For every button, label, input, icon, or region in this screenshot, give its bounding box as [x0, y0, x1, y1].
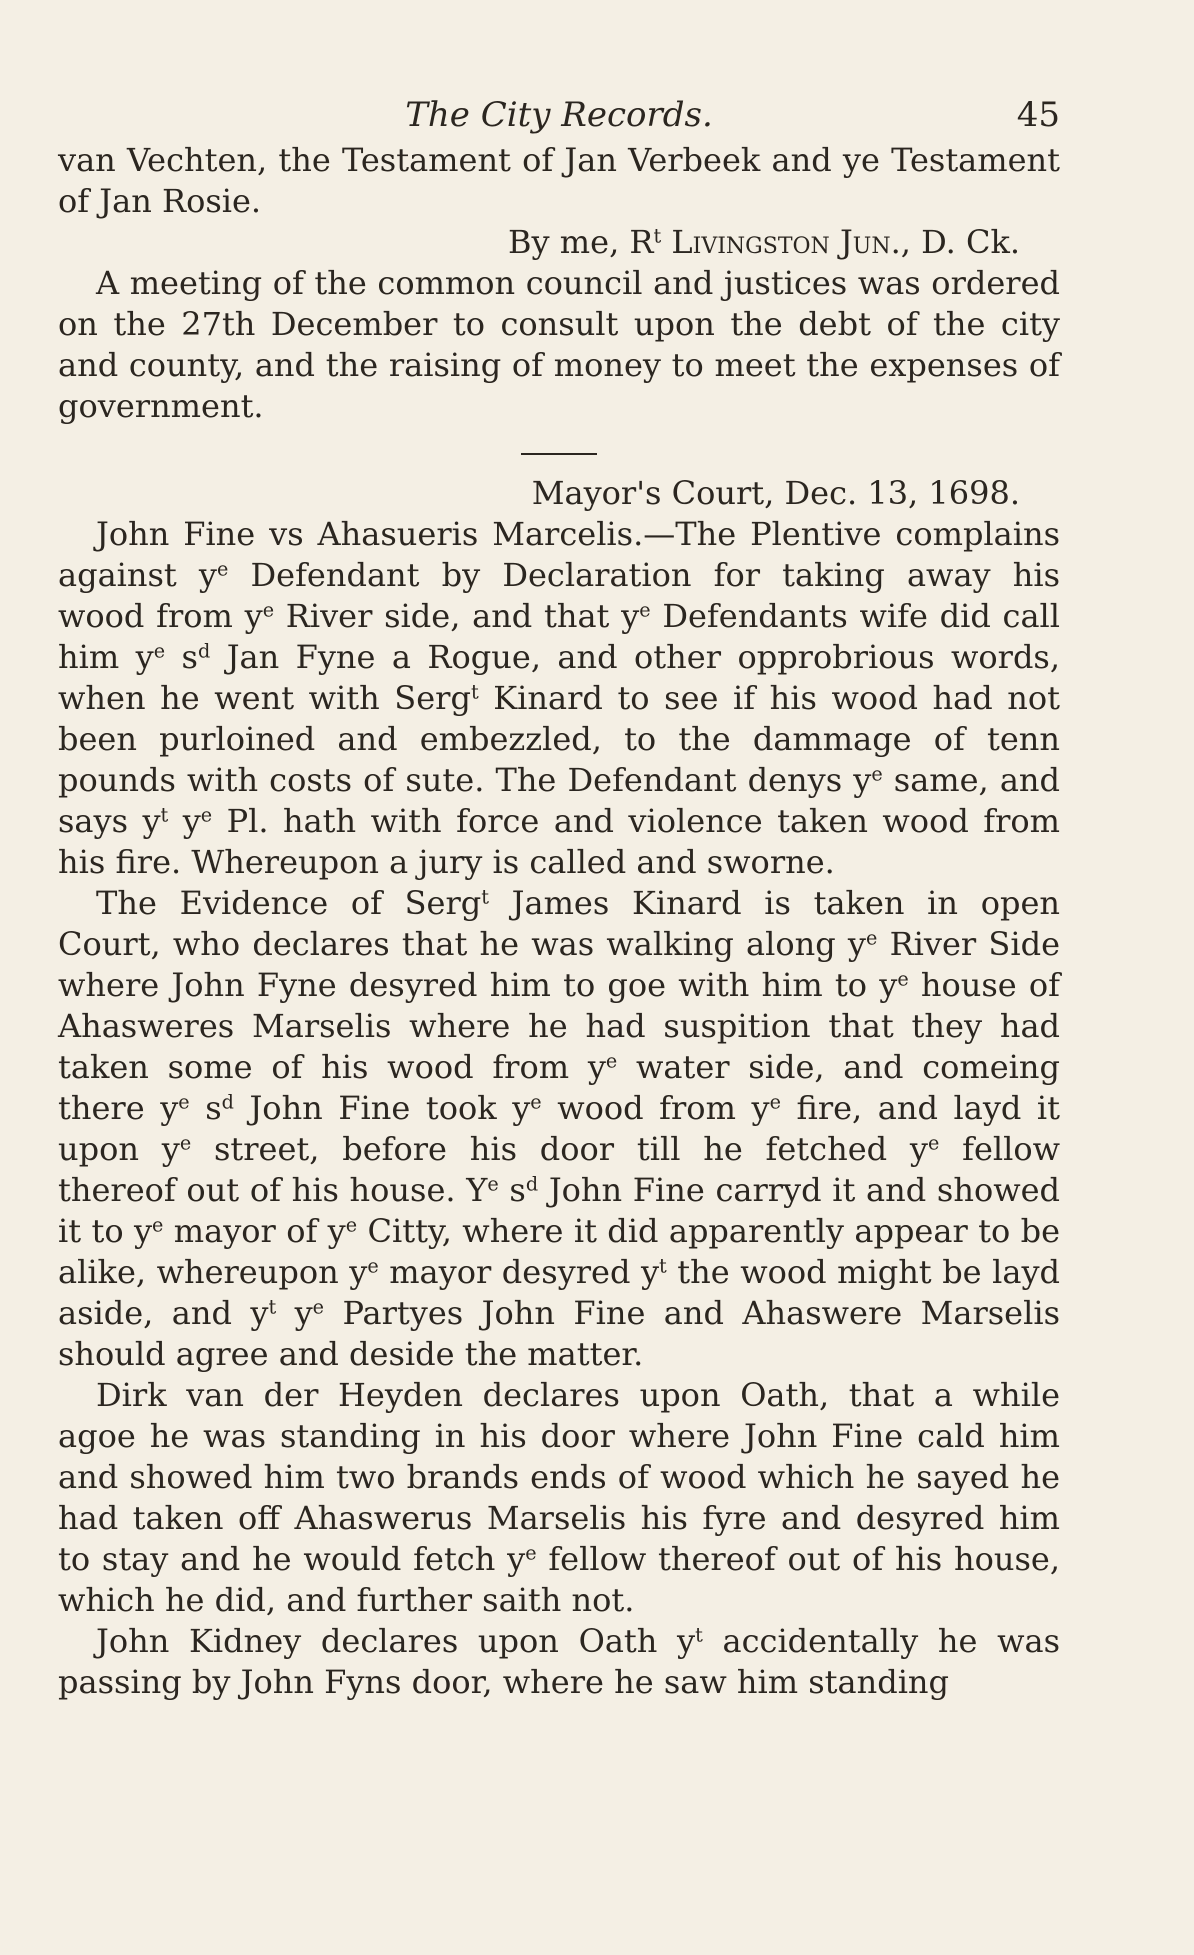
text-run: y [276, 1294, 313, 1332]
superscript-abbrev: d [525, 1172, 539, 1196]
superscript-abbrev: e [178, 1090, 190, 1114]
superscript-abbrev: e [367, 1254, 379, 1278]
superscript-abbrev: e [639, 598, 651, 622]
opening-text: van Vechten, the Testament of Jan Verbeek and ye Testament of Jan Rosie. [58, 141, 1060, 220]
text-run: Dirk van der Heyden declares upon Oath, that a while agoe he was standing in his door where John Fine cald him and showed him two brands ends of wood which he sayed he had taken off Ahaswerus Marselis his fyre and desyred him to stay and he would fetch y [58, 1376, 1060, 1578]
superscript-abbrev: e [179, 1131, 192, 1155]
running-title: The City Records. [405, 95, 713, 135]
superscript-abbrev: e [216, 557, 229, 581]
superscript-abbrev: t [268, 1295, 277, 1319]
complaint-paragraph [58, 514, 1060, 883]
clerk-signature [58, 222, 1060, 263]
text-run: Jan Fyne a Rogue, and other opprobrious words, when he went with Serg [58, 638, 1061, 717]
superscript-abbrev: t [653, 224, 662, 248]
council-meeting-paragraph [58, 263, 1060, 427]
text-run: The Evidence of Serg [96, 884, 482, 922]
text-run: Defendant by Declaration for taking away his wood from y [58, 556, 1061, 635]
text-run: mayor desyred y [378, 1253, 660, 1291]
text-run: the wood might be layd aside, and y [58, 1253, 1061, 1332]
text-run: wood from y [541, 1089, 770, 1127]
text-run: John Fine took y [233, 1089, 531, 1127]
text-run: John Kidney declares upon Oath y [96, 1622, 696, 1660]
superscript-abbrev: e [871, 762, 883, 786]
text-run: y [168, 802, 201, 840]
text-run: , D. Ck. [900, 223, 1020, 261]
text-run: same, and says y [58, 761, 1061, 840]
superscript-abbrev: t [481, 885, 489, 909]
text-run: River side, and that y [274, 597, 640, 635]
section-divider [521, 453, 597, 455]
superscript-abbrev: d [197, 639, 211, 663]
van-der-heyden-paragraph [58, 1375, 1060, 1621]
text-run: mayor of y [163, 1212, 346, 1250]
superscript-abbrev: e [927, 1131, 940, 1155]
text-run: James Kinard is taken in open Court, who declares that he was walking along y [58, 884, 1060, 963]
running-header [58, 90, 1060, 140]
superscript-abbrev: t [659, 1254, 667, 1278]
court-heading: Mayor's Court, Dec. 13, 1698. [531, 474, 1020, 512]
kidney-paragraph [58, 1621, 1060, 1703]
text-run: water side, and comeing there y [58, 1048, 1061, 1127]
text-run: fire, and layd it upon y [58, 1089, 1061, 1168]
text-run: s [165, 638, 198, 676]
superscript-abbrev: e [897, 967, 909, 991]
text-run: John Fine carryd it and showed it to y [58, 1171, 1061, 1250]
text-run: Kinard to see if his wood had not been purloined and embezzled, to the dammage of tenn pounds with costs of sute. The Defendant denys y [58, 679, 1061, 799]
text-run: John Fine vs Ahasueris Marcelis.—The Plentive complains against y [58, 515, 1060, 594]
clerk-name: Livingston Jun. [671, 223, 901, 261]
text-run: fellow thereof out of his house. Y [58, 1130, 1061, 1209]
superscript-abbrev: e [152, 1213, 164, 1237]
text-run: s [189, 1089, 222, 1127]
text-run: house of Ahasweres Marselis where he had suspition that they had taken some of his wood from y [58, 966, 1060, 1086]
superscript-abbrev: e [312, 1295, 325, 1319]
kinard-evidence-paragraph [58, 883, 1060, 1375]
text-run: Citty, where it did apparently appear to be alike, whereupon y [58, 1212, 1061, 1291]
superscript-abbrev: t [695, 1623, 703, 1647]
page-number: 45 [1016, 95, 1060, 135]
superscript-abbrev: d [221, 1090, 234, 1114]
text-run: Partyes John Fine and Ahaswere Marselis should agree and deside the matter. [58, 1294, 1061, 1373]
opening-paragraph [58, 140, 1060, 222]
superscript-abbrev: e [769, 1090, 781, 1114]
superscript-abbrev: e [345, 1213, 358, 1237]
book-page [58, 90, 1060, 1703]
superscript-abbrev: t [470, 680, 479, 704]
text-run: By me, R [508, 223, 654, 261]
text-run: street, before his door till he fetched y [191, 1130, 928, 1168]
text-run: Defendants wife did call him y [58, 597, 1061, 676]
superscript-abbrev: e [525, 1541, 537, 1565]
text-run: fellow thereof out of his house, which he did, and further saith not. [58, 1540, 1060, 1619]
superscript-abbrev: e [605, 1049, 618, 1073]
text-run: Pl. hath with force and violence taken wood from his fire. Whereupon a jury is called and sworne. [58, 802, 1061, 881]
text-run: A meeting of the common council and justices was ordered on the 27th December to consult upon the debt of the city and county, and the raising of money to meet the expenses of government. [58, 264, 1060, 425]
text-run: River Side where John Fyne desyred him to goe with him to y [58, 925, 1061, 1004]
text-run: accidentally he was passing by John Fyns door, where he saw him standing [58, 1622, 1061, 1701]
superscript-abbrev: t [160, 803, 169, 827]
superscript-abbrev: e [153, 639, 166, 663]
superscript-abbrev: e [262, 598, 275, 622]
superscript-abbrev: e [487, 1172, 499, 1196]
superscript-abbrev: e [530, 1090, 542, 1114]
superscript-abbrev: e [200, 803, 213, 827]
superscript-abbrev: e [866, 926, 878, 950]
text-run: s [498, 1171, 526, 1209]
